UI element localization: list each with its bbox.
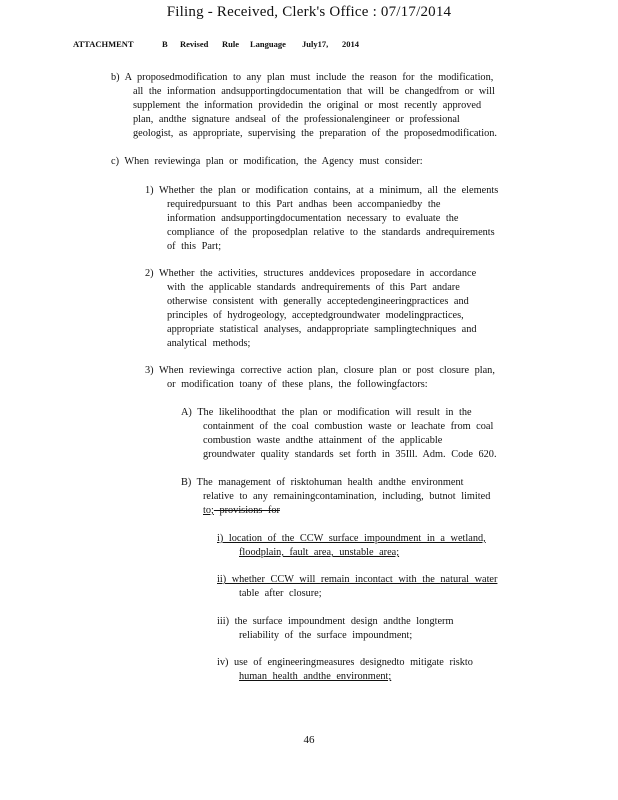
paragraph-iii (217, 615, 453, 643)
line: ii) whether CCW will remain incontact with the natural water (217, 574, 498, 585)
line: 1) Whether the plan or modification contains, at a minimum, all the elements (145, 185, 499, 196)
line: all the information andsupportingdocumentation that will be changedfrom or will (133, 86, 495, 97)
paragraph-A (181, 406, 497, 462)
paragraph-B (181, 476, 490, 518)
line: A) The likelihoodthat the plan or modification will result in the (181, 407, 472, 418)
deleted-text: provisions for (213, 505, 280, 516)
attachment-date: July17, (302, 39, 329, 49)
line: requiredpursuant to this Part andhas been accompaniedby the (167, 199, 441, 210)
line: floodplain, fault area, unstable area; (239, 547, 400, 558)
filing-header: Filing - Received, Clerk's Office : 07/17/2014 (166, 4, 452, 20)
line: supplement the information providedin the original or most recently approved (133, 100, 482, 111)
attachment-revised: Revised (180, 39, 209, 49)
line: table after closure; (239, 588, 322, 599)
paragraph-c2 (145, 267, 477, 351)
line: 3) When reviewinga corrective action plan, closure plan or post closure plan, (145, 365, 495, 376)
inserted-text: to; (203, 505, 214, 516)
line: of this Part; (167, 241, 222, 252)
paragraph-b (111, 71, 497, 141)
page-number: 46 (303, 734, 315, 746)
line: c) When reviewinga plan or modification, the Agency must consider: (111, 156, 423, 167)
line: human health andthe environment; (239, 671, 392, 682)
line: combustion waste andthe attainment of the applicable (203, 435, 443, 446)
attachment-year: 2014 (342, 39, 359, 49)
line: groundwater quality standards set forth in 35Ill. Adm. Code 620. (203, 449, 497, 460)
line: otherwise consistent with generally acceptedengineeringpractices and (167, 296, 469, 307)
paragraph-c1 (145, 184, 498, 254)
line: b) A proposedmodification to any plan must include the reason for the modification, (111, 72, 494, 83)
attachment-language: Language (250, 39, 286, 49)
line: plan, andthe signature andseal of the professionalengineer or professional (133, 114, 460, 125)
line: analytical methods; (167, 338, 251, 349)
paragraph-c3 (145, 364, 495, 392)
line: compliance of the proposedplan relative to the standards andrequirements (167, 227, 495, 238)
line: B) The management of risktohuman health andthe environment (181, 477, 464, 488)
paragraph-i (217, 532, 486, 560)
line: reliability of the surface impoundment; (239, 630, 413, 641)
line: 2) Whether the activities, structures anddevices proposedare in accordance (145, 268, 477, 279)
line: principles of hydrogeology, acceptedgroundwater modelingpractices, (167, 310, 464, 321)
paragraph-iv (217, 656, 473, 684)
line (181, 504, 490, 518)
line: iv) use of engineeringmeasures designedto mitigate riskto (217, 657, 473, 668)
line: containment of the coal combustion waste or leachate from coal (203, 421, 494, 432)
line: or modification toany of these plans, the followingfactors: (167, 379, 428, 390)
line: information andsupportingdocumentation necessary to evaluate the (167, 213, 459, 224)
attachment-label: ATTACHMENT (73, 39, 134, 49)
paragraph-ii (217, 573, 497, 601)
line: relative to any remainingcontamination, including, butnot limited (203, 491, 491, 502)
attachment-rule: Rule (222, 39, 239, 49)
line: appropriate statistical analyses, andappropriate samplingtechniques and (167, 324, 477, 335)
line: iii) the surface impoundment design andthe longterm (217, 616, 454, 627)
line: i) location of the CCW surface impoundment in a wetland, (217, 533, 486, 544)
line: with the applicable standards andrequirements of this Part andare (167, 282, 460, 293)
paragraph-c (111, 155, 423, 169)
line: geologist, as appropriate, supervising the preparation of the proposedmodification. (133, 128, 497, 139)
attachment-letter: B (162, 39, 168, 49)
